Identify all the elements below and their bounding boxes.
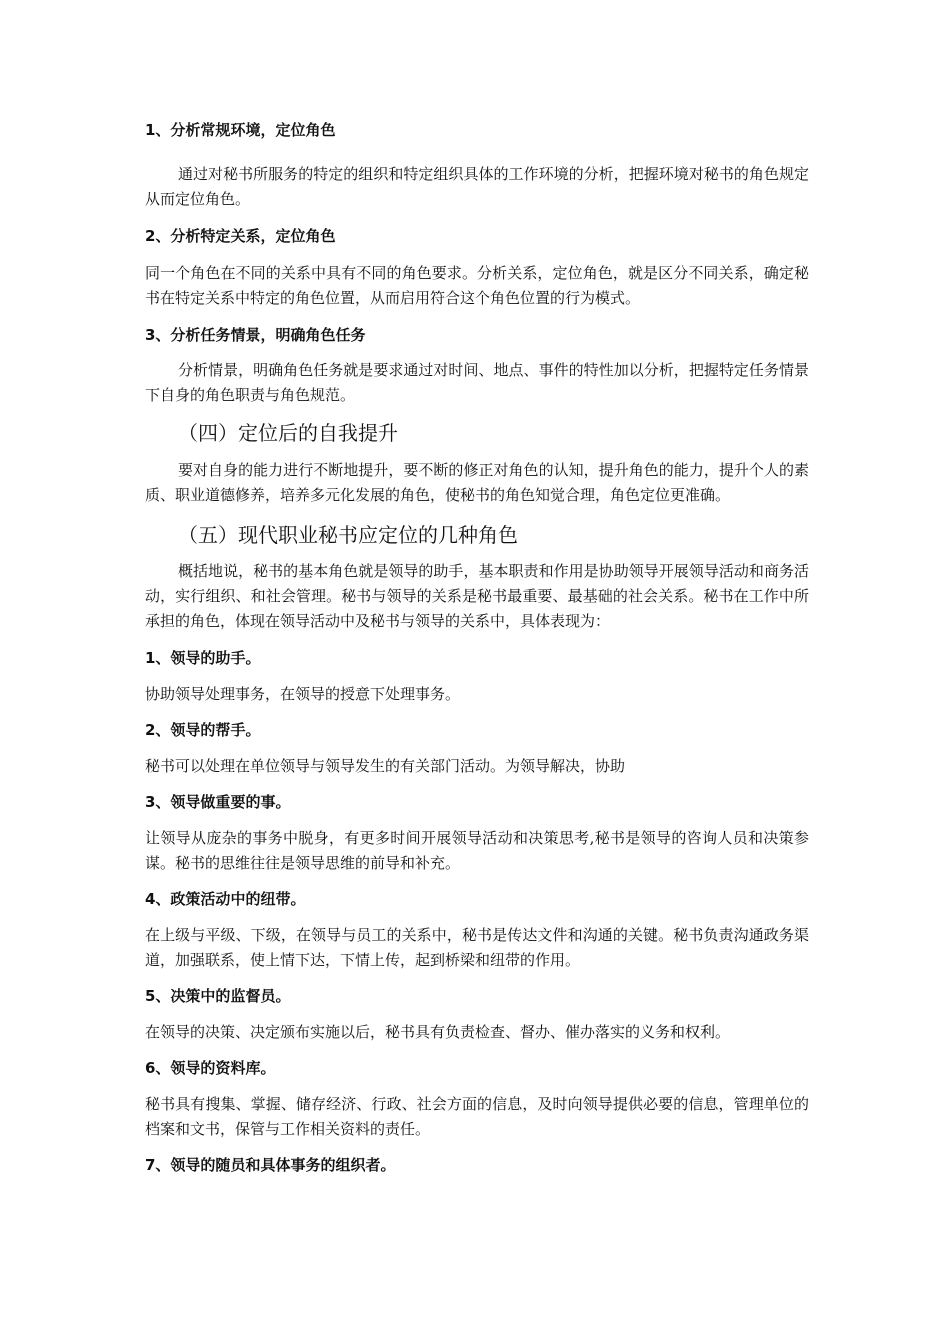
paragraph: 概括地说，秘书的基本角色就是领导的助手，基本职责和作用是协助领导开展领导活动和商务活动，实行组织、和社会管理。秘书与领导的关系是秘书最重要、最基础的社会关系。秘书在工作中所承担的角色，体现在领导活动中及秘书与领导的关系中，具体表现为： <box>145 562 809 630</box>
paragraph: 秘书具有搜集、掌握、储存经济、行政、社会方面的信息，及时向领导提供必要的信息，管理单位的档案和文书，保管与工作相关资料的责任。 <box>145 1095 809 1138</box>
chapter-heading: （四）定位后的自我提升 <box>178 421 398 445</box>
paragraph: 秘书可以处理在单位领导与领导发生的有关部门活动。为领导解决，协助 <box>145 757 626 775</box>
section-heading: 3、分析任务情景，明确角色任务 <box>145 326 366 344</box>
section-heading: 7、领导的随员和具体事务的组织者。 <box>145 1156 396 1174</box>
section-heading: 3、领导做重要的事。 <box>145 793 291 811</box>
section-heading: 1、分析常规环境，定位角色 <box>145 121 336 139</box>
paragraph: 在领导的决策、决定颁布实施以后，秘书具有负责检查、督办、催办落实的义务和权利。 <box>145 1023 731 1041</box>
paragraph: 分析情景，明确角色任务就是要求通过对时间、地点、事件的特性加以分析，把握特定任务情景下自身的角色职责与角色规范。 <box>145 361 809 404</box>
paragraph: 同一个角色在不同的关系中具有不同的角色要求。分析关系，定位角色，就是区分不同关系，确定秘书在特定关系中特定的角色位置，从而启用符合这个角色位置的行为模式。 <box>145 264 809 307</box>
paragraph: 让领导从庞杂的事务中脱身，有更多时间开展领导活动和决策思考,秘书是领导的咨询人员和决策参谋。秘书的思维往往是领导思维的前导和补充。 <box>145 829 809 872</box>
section-heading: 1、领导的助手。 <box>145 649 261 667</box>
section-heading: 2、领导的帮手。 <box>145 721 261 739</box>
paragraph: 协助领导处理事务，在领导的授意下处理事务。 <box>145 685 461 703</box>
chapter-heading: （五）现代职业秘书应定位的几种角色 <box>178 523 518 547</box>
section-heading: 5、决策中的监督员。 <box>145 987 291 1005</box>
section-heading: 4、政策活动中的纽带。 <box>145 890 306 908</box>
section-heading: 2、分析特定关系，定位角色 <box>145 227 336 245</box>
paragraph: 在上级与平级、下级，在领导与员工的关系中，秘书是传达文件和沟通的关键。秘书负责沟通政务渠道，加强联系，使上情下达，下情上传，起到桥梁和纽带的作用。 <box>145 926 809 969</box>
section-heading: 6、领导的资料库。 <box>145 1059 276 1077</box>
paragraph: 通过对秘书所服务的特定的组织和特定组织具体的工作环境的分析，把握环境对秘书的角色规定从而定位角色。 <box>145 165 809 208</box>
document-page <box>145 118 809 1177</box>
paragraph: 要对自身的能力进行不断地提升，要不断的修正对角色的认知，提升角色的能力，提升个人的素质、职业道德修养，培养多元化发展的角色，使秘书的角色知觉合理，角色定位更准确。 <box>145 461 809 504</box>
